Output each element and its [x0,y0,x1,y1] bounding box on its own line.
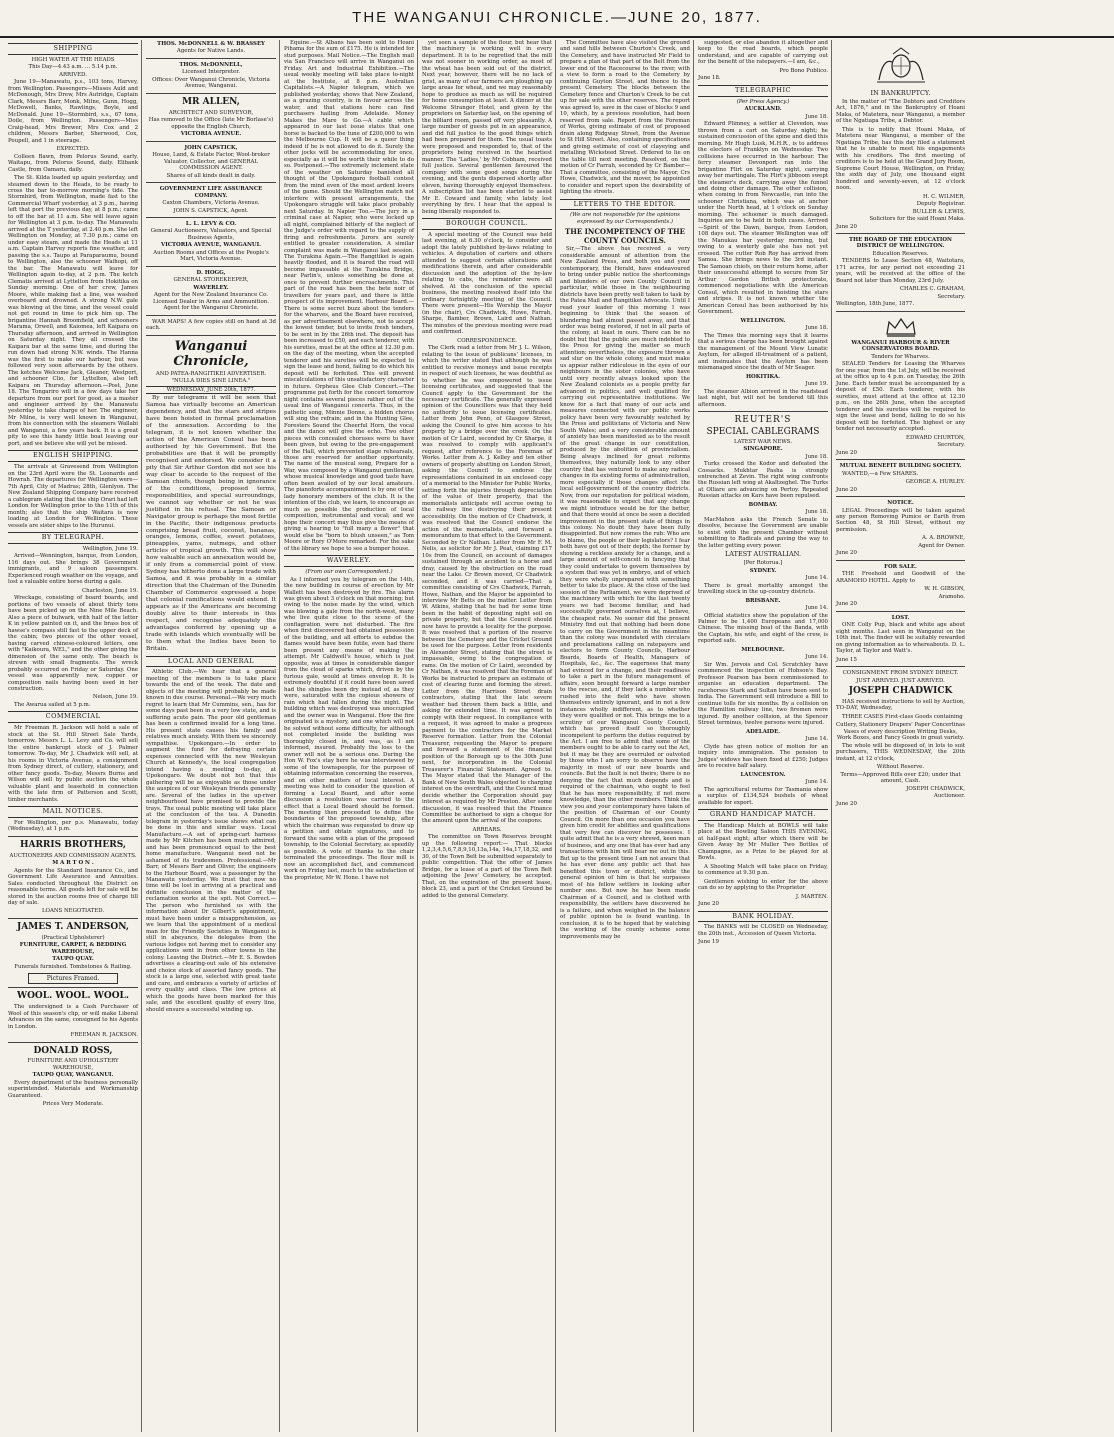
dateline-date: June 18. [805,453,828,460]
borough-council-text: A special meeting of the Council was held last evening, at 6.30 o'clock, to consider and adopt the lately published by-laws relating to vehicles. A deputation of carters and others attended to suggest certain alterations and modifications therein, and after considerable discussion and the adoption of the by-law relating to cabs, the remainder were all shelved. At the conclusion of the special business, the meeting resolved itself into the ordinary fortnightly meeting of the Council. There were present—His Worship the Mayor (in the chair), Crs Chadwick, Howe, Farrah, Sharpe, Bamber, Brown, Laird and Nathan. The minutes of the previous meeting were read and confirmed. [422,231,553,336]
expected-heading: EXPECTED. [56,146,90,153]
paper-subtitle: AND PATEA-RANGITIKEI ADVERTISER. [155,370,267,377]
ad-date: June 20 [836,486,857,493]
borough-council-heading: BOROUGH COUNCIL. [422,218,552,230]
ad-signature: CHARLES C. GRAHAM, [899,286,965,293]
ad-subtitle: (Practical Upholsterer) [41,934,105,941]
bank-holiday-text: The BANKS will be CLOSED on Wednesday, the 20th inst., Accession of Queen Victoria. [698,924,828,937]
tides-heading: HIGH WATER AT THE HEADS [31,56,115,63]
column-5 [557,40,694,1432]
ad-body: TENDERS to Lease Section 48, Waitotara, 171 acres, for any period not exceeding 21 years, will be received at the office of the Board not later than Monday, 23rd July. [836,258,965,284]
telegraphic-text: The Times this morning says that it learns that a serious charge has been brought against the management of the Mount View Lunatic Asylum, for alleged ill-treatment of a patient, and insinuates that the Asylum has been mismanaged since the death of Mr Seager. [698,332,828,372]
ad-subtitle: Education Reserves. [872,250,929,257]
shooting-text: Gentlemen wishing to enter for the above can do so by applying to the Proprietor [698,878,828,892]
ad-role: Aramoho. [938,593,965,600]
latest-australian-heading: LATEST AUSTRALIAN. [724,550,802,559]
ad-date: Wellington, 18th June, 1877. [836,301,915,308]
ad-tag: Shares of all kinds dealt in daily. [166,172,256,179]
telegraph-text: Wreckage, consisting of board boards, and portions of two vessels of about thirty tons have been picked up on the Nine Mile Beach. Also a piece of bulwark, with half of the letter K in yellow painted on it, and the brass box of hawse's compass still fast to the upper deck of the cabin; two pieces of the other vessel, having carved chinese-coloured letters, one with "Kaikoura, WEL," and the other giving the dimension of the same only. The beach is strewn with small fragments. The wreck probably occurred on Friday or Saturday. One vessel was apparently new, copper or composition nails having been used in her construction. [8,595,138,692]
ad-date: June 19 [698,939,719,946]
war-maps-ad: WAR MAPS! A few copies still on hand at 3d each. [146,318,276,332]
dateline-date: June 14. [805,736,828,743]
english-shipping-text: The arrivals at Gravesend from Wellington on the 23rd April were the St. Leonards and Howrah. The departures for Wellington were—7th April, City of Madras; 28th, Glenlyon. The New Zealand Shipping Company have received a cablegram stating that the ship Orari had left London for Wellington prior to the 11th of this month; also that the ship Waitara is now loading at London for Wellington. These vessels are sister ships to the Hurunui. [8,464,138,529]
waverley-text: yet seen a sample of the flour, but hear that the machinery is working well in every department. It is to be regretted that the mill was not sooner in working order, as most of the wheat has been sold out of the district. Next year, however, there will be no lack of grist, as many of our farmers are ploughing up large areas for wheat, and we may reasonably hope to produce as much as will be required for home consumption at least. A dinner at the Welcome Stranger Hotel, and given by the proprietors on Saturday last, on the opening of the billiard room, passed off very pleasantly. A large number of guests put in an appearance, and did full justice to the good things which had been prepared for them. The usual toasts were proposed and responded to, that of the proprietors being received in the heartiest manner. The 'Ladies,' by Mr Cobham, received full justice. Several gentlemen favoured the company with some good songs during the evening, and the gents dispersed shortly after eleven, having thoroughly enjoyed themselves. A subscription list has been started to assist Mr E. Coward and family, who lately lost everything by fire. I hear that the appeal is being liberally responded to. [422,40,552,215]
letter-date: June 18. [698,75,721,82]
ad-body: Has removed to the Office (late Mr Borlase's) opposite the English Church, [148,117,274,130]
shooting-text: A Shooting Match will take place on Friday, to commence at 9.30 p.m. [698,863,828,877]
ad-body: THE Freehold and Goodwill of the ARAMOHO HOTEL. Apply to [836,571,965,584]
cable-text: MacMahon asks the French Senate to dissolve, because the Government are unable to exist with the present Chamber without submitting to Radicals and paving the way to the latter getting every power. [698,516,828,549]
ad-tag: Without Reserve. [876,764,925,771]
cable-text: Official statistics show the population of the Palmer to be 1,400 Europeans and 17,000 Chinese. The missing boat of the Banda, with the Captain, his wife, and eight of the crew, is reported safe. [698,612,828,645]
ad-title: GOVERNMENT LIFE ASSURANCE COMPANY. [159,186,263,199]
letter-title: THE INCOMPETENCY OF THE COUNTY COUNCILS. [565,227,685,245]
arrears-text: The committee on Town Reserves brought up the following report:— That blocks 1,2,3,4,5,6,7,8,9,10,13a,14a, 14a,17,18,32, and 30, of the Town Belt be submitted separately to public competition. That the offer of James Bridge, for a lease of a part of the Town Belt adjoining the Jews' Cemetery, be accepted. That, on the expiration of the present lease, block 23, and a part of the Cricket Ground be added to the general Cemetery. [422,834,552,899]
dateline-place: HOKITIKA. [745,373,781,380]
ad-subtitle: Tenders for Wharves. [871,353,930,360]
commercial-heading: COMMERCIAL [8,711,138,723]
ad-title: MUTUAL BENEFIT BUILDING SOCIETY. [839,463,962,470]
ad-signature: J. MARTEN. [795,893,828,900]
ad-title: JAMES T. ANDERSON, [17,921,129,932]
cable-text: There is great mortality amongst the travelling stock in the up-country districts. [698,582,828,596]
dateline-place: SYDNEY. [749,567,777,574]
mail-text: For Wellington, per p.s. Manawatu, today (Wednesday), at 1 p.m. [8,819,138,833]
dateline-date: June 18. [805,113,828,120]
ad-body: House, Land, & Estate Factor, Wool-broker Valuator, Collector, and GENERAL COMMISSION AGENT. [152,152,270,172]
ad-signature: EDWARD CHURTON, [906,434,965,441]
dateline-place: LAUNCESTON. [740,771,786,778]
dateline-place: AUCKLAND. [744,106,782,113]
ad-title: THOS. McDONNELL & W. BRASSEY [157,41,265,47]
dateline-place: MELBOURNE. [741,646,785,653]
grand-handicap-text: The Handicap Match at BOWLS will take place at the Bowling Saloon THIS EVENING, at half-past eight; after which there will be Given Away by Mr Muller Two Bottles of Champagne, as a Prize to be played for at Bowls. [698,822,828,862]
local-general-text: Athletic Club.—We hear that a general meeting of the members is to take place towards the end of the week. The date and objects of the meeting will probably be made known in due course. Personal.—We very much regret to learn that Mr Cummins, sen., has for some days past been in a very low state, and is suffering acute pain. The poor old gentleman has been a confirmed invalid for a long time. His present state causes his family and relatives much anxiety. With them we sincerely sympathise. Upokongaro.—In order to augment the fund for defraying certain expenses connected with the new Wesleyan Church at Kennedy's, the local congregation intend having a meeting to-day, at Upokongaro. We doubt not but that this gathering will be as enjoyable as those under the auspices of our Wesleyan friends generally are. Several of the ladies in the up-river neighbourhood have promised to provide the trays. The usual public meeting will take place at the conclusion of the tea. A Dunedin telegram in yesterday's issue shows what can be done in this and similar ways. Local Manufacture.—A set of spring-cart harness made by Mr Kitchen has been much admired, and has been pronounced equal to the best home manufacture. Wanganui need not be ashamed of its tradesmen. Professional.—Mr Barr, of Messrs Barr and Oliver, the engineers to the Harbour Board, was a passenger by the Manawatu yesterday. We trust that now no time will be lost in arriving at a practical and definite conclusion in the matter of the reclamation works at the spit. Not Correct.—The person who furnished us with the information about Dr Gilbert's appointment, must have been under a misapprehension, as we learn that the appointment of a medical man for the Friendly Societies in Wanganui is still in abeyance, the delegates from the various lodges not having met to consider any applications sent in from other towns in the colony. Leaving the District.—Mr E. S. Bowden advertises a clearing-out sale of his extensive and choice stock of assorted fancy goods. The stock is a large one, selected with great taste and care, and embraces a variety of articles of every quality and class. The low prices at which the goods have been marked for this sale, and the excellent quality of every line, should ensure a successful winding up. [146,669,276,1013]
telegraphic-sub: (Per Press Agency.) [736,98,790,105]
local-general-heading: LOCAL AND GENERAL [146,656,276,668]
ad-subtitle: AUCTIONEERS AND COMMISSION AGENTS. [9,852,137,859]
waverley-text: As I informed you by telegram on the 14th, the new building in course of erection by Mr Wallett has been destroyed by fire. The alarm was given about 3 o'clock on that morning; but owing to the noise made by the wind, which was blowing a gale from the north-west, many who live quite close to the scene of the conflagration were not disturbed. The fire when first discovered had obtained possession of the building, and all efforts to subdue the flames would have been futile, even had there been present any means of making the attempt. Mr Caldwell's house, which is just opposite, was at times in considerable danger from the cloud of sparks which, driven by the furious gale, would at times envelop it. It is extremely doubtful if it could have been saved had the shingles been dry instead of, as they were, saturated with the copious showers of rain which had fallen during the night. The building which was destroyed was unoccupied and the owner was in Wanganui. How the fire originated is a mystery, and one which will not be solved without some difficulty, for although not completed inside the building was thoroughly closed in, and was, as I am informed, insured. Probably the loss to the owner will not be a serious one. During the Hon W. Fox's stay here he was interviewed by some of the townspeople, for the purpose of obtaining information concerning the reserves, and on other matters of local interest. A meeting was held to consider the question of forming a Local Board, and after some discussion a resolution was carried to the effect that a Local Board should be formed. The meeting then proceeded to define the boundaries of the proposed township, after which the chairman was requested to draw up a petition and obtain signatures, and to forward the same with a plan of the proposed township, to the Colonial Secretary, as speedily as possible. A vote of thanks to the chair terminated the proceedings. The flour mill is now an accomplished fact, and commenced work on Friday last, much to the satisfaction of the proprietor, Mr W. Hone. I have not [284,576,414,881]
ad-body: Terms—Approved Bills over £20; under that amount, Cash. [840,771,961,785]
ad-date: June 20 [836,601,857,608]
ad-body: THREE CASES First-class Goods containing [842,713,963,720]
ad-title: WANGANUI HARBOUR & RIVER CONSERVATORS BOARD. [851,339,950,353]
letter-text: suggested, or else abandon it altogether and keep to the road boards, which people understand, and are capable of carrying out for the benefit of the ratepayers.—I am, &c., [698,40,828,66]
letter-signature: Pro Bono Publico. [779,67,828,74]
telegraph-date: Wellington, June 19. [82,545,138,552]
letters-heading: LETTERS TO THE EDITOR. [560,199,690,211]
mail-heading: MAIL NOTICES. [8,806,138,818]
dateline-date: June 14. [805,779,828,786]
leader-text: By our telegrams it will be seen that Samoa has virtually become an American dependency, and that the stars and stripes have been hoisted in formal proclamation of the annexation. According to the telegram, it is not known whether the action of the American Consul has been authorised by his Government. But the probabilities are that it will be promptly recognised and endorsed. We consider it a pity that Sir Arthur Gordon did not see his way clear to accede to the request of the Samoan chiefs, though being in ignorance of the conditions, proposed terms, responsibilities, and special surroundings, we cannot say whether or not he was justified in his refusal. The Samoan or Navigator group is perhaps the most fertile in the Pacific, their indigenous products comprising bread fruit, coconut, bananas, oranges, lemons, coffee, sweet potatoes, pineapples, yams, nutmegs, and other articles of tropical growth. This will show how valuable such an annexation would be, if only from a commercial point of view. Sydney has hitherto done a large trade with Samoa, and it was probably in a similar direction that the Chairman of the Dunedin Chamber of Commerce expressed a hope that colonial ramifications would extend. It appears as if the Americans are becoming doubly alive to their interests in this respect, and recognise adequately the advantages conferred by opening up a trade with islands which eventually will be to them what the Indies have been to Britain. [146,395,276,652]
ad-body: Agents for the Standard Insurance Co., and Government Life Assurance and Annuities. Sales conducted throughout the District on reasonable terms. All goods left for sale will be stored in the auction rooms free of charge till day of sale. [8,867,138,906]
ad-place: TAUPO QUAY, WANGANUI. [32,1072,114,1079]
ad-title: JOHN CAPSTICK, [184,144,238,151]
telegraph-date: Nelson, June 19. [92,694,138,701]
tides: This Day—4.43 a.m. ... 5.14 p.m. [28,64,118,71]
arrived-heading: ARRIVED. [59,71,87,78]
dateline-date: June 19. [805,381,828,388]
telegraphic-text: Edward Plimney, a settler at Clevedon, was thrown from a cart on Saturday night; he sustained concussion of the spine and died this morning. Mr Hugh Lusk, M.H.R., is to address the electors of Franklyn on Wednesday. Two collisions have occurred in the harbour. The ferry steamer Devonport ran into the brigantine Flirt on Saturday night, carrying away her martingale. The Flirt's jibboom swept the steamer's deck, carrying away the funnel and doing other damage. The other collision, when coming in from Newcastle, ran into the schooner Christiana, which was at anchor under the North head, at 1 o'clock on Sunday morning. The schooner is much damaged. Inquiries are to be held in both cases. Arrived—Spirit of the Dawn, barque, from London, 108 days out. The steamer Wellington was off the Manukau bar yesterday morning, but owing to a westerly gale she has not yet crossed. The cutter Rob Roy has arrived from Samoa. She brings news to the 3rd instant. The Samoan chiefs, on their return home, after their unsuccessful attempt to secure from Sir Arthur Gordon British protectorate, commenced negotiations with the American Consul, which resulted in hoisting the stars and stripes. It is not known whether the American Consul has been authorised by his Government. [698,121,828,316]
ad-body: LEGAL Proceedings will be taken against any person Removing Pumice or Earth from Section 48, St Hill Street, without my permission. [836,507,965,533]
ad-role: Agent for Owner. [918,542,965,549]
bank-holiday-heading: BANK HOLIDAY. [698,911,828,923]
telegraph-text: Arrived—Wennington, barque, from London, 116 days out. She brings 38 Government immigrants, and 9 saloon passengers. Experienced rough weather on the voyage, and lost a valuable entire horse during a gale. [8,553,138,586]
ad-signature: GEORGE A. HURLEY. [905,479,965,486]
ad-signature: H. C. WILMER, [923,193,965,200]
paper-date: WEDNESDAY, JUNE 20th, 1877. [146,386,276,394]
dateline-place: BOMBAY. [748,501,778,508]
ad-body: FURNITURE, CARPET, & BEDDING WAREHOUSE, [19,942,127,955]
correspondence-heading: CORRESPONDENCE. [457,337,517,344]
dateline-place: ADELAIDE. [745,728,781,735]
waverley-heading: WAVERLEY. [284,555,414,567]
ad-body: Offices: Over Wanganui Chronicle, Victoria Avenue, Wanganui. [152,76,270,90]
ad-date: June 20 [698,901,719,908]
ad-tag: Auction Rooms and Offices at the People's Mart, Victoria Avenue. [153,249,269,263]
commercial-text: Mr Freeman R. Jackson will hold a sale of stock at the St. Hill Street Sale Yards, tomorrow. Messrs L. L. Levy and Co. will sell the entire bankrupt stock of J. Palmer tomorrow. To-day, Mr J. Chadwick will sell, at his rooms in Victoria Avenue, a consignment from Sydney direct, of cutlery, stationery, and other fancy goods. To-day, Messrs Burns and Wilson will sell by public auction the whole valuable plant and leasehold in connection with the late firm of Patterson and Scott, timber merchants. [8,725,138,803]
telegraph-date: Charleston, June 19. [82,587,138,594]
ad-subtitle: FURNITURE AND UPHOLSTERY WAREHOUSE, [27,1058,119,1071]
letter-text: Sir,—The above has received a very considerable amount of attention from the New Zealand Press, and both you and your contemporary, the Herald, have endeavoured to bring under public notice the shortcomings and blunders of our own County Council in particular, while those in the neighbouring districts have been pretty well taken to task by the Patea Mail and Rangitikei Advocate. Until I read your leader of this morning I was beginning to think that the season of blundering had almost passed away, and that order was being restored, if not in all parts of the colony, at least in ours. There can be no doubt but that the public are much indebted to the Press for giving the matter so much attention; nevertheless, the exposure thrown a sad slur on the whole colony, and must make us appear rather ridiculous in the eyes of our neighbours in the sister colonies, who have until very recently always looked upon the New Zealand colonists as a people pretty far advanced in politics, and well qualified for carrying out representative institutions. We know for a fact that many of our acts and measures connected with our public works policy have been very favourably watched by the Press and politicians of Victoria and New South Wales; and a very considerable amount of anxiety has been manifested as to the result of the great change in our constitution, produced by the abolition of provincialism. Being always inclined for great reforms themselves, they naturally look to any other country that has ventured to make any radical changes in its existing forms of administration, more especially if those changes affect the local self-government of the country districts. Now, from our reputation for political wisdom, it was reasonable to expect that any change we might introduce would be for the better, and that there would at once be seen a decided improvement in the present state of things in this colony. No doubt they have been fully disappointed. But now comes the rub: Who are to blame, the people or their legislators? I fear both have got out of their depth; the former by showing a reckless anxiety for a change, and a large amount of self-conceit in fancying that they could undertake to govern themselves by a system that was yet in embryo, and of which they were wholly unprepared with something better to take its place. At the close of the last session of the Parliament, we were deprived of the machinery with which for the last twenty years we had become familiar, and had successfully governed ourselves at, I believe, the cheapest rate. No sooner did the present Ministry find out that nothing had been done to carry on the Government in the meantime than the colony was inundated with circulars and proclamations calling on ratepayers and electors to form County Councils, Harbour Boards, Boards of Health, Managers of Hospitals, &c., &c. The eagerness that many had evinced for a change, and their readiness to take a part in the future management of affairs, soon brought forward a large number to the rescue, and, if they lack a number who rushed into the field who have shown themselves entirely ignorant, and in not a few instances wholly indifferent, as to whether they were qualified or not. This brings me to a scrutiny of our Wanganui County Council, which has proved itself so thoroughly incompetent to perform the duties required by the Act. I am free to admit that some of the members ought to be able to carry out the Act, but it may be they are overruled or outvoted by those who I am sorry to observe have the majority in most of our new boards and councils. But the fault is not theirs; there is no denying the fact that much depends and is required of the chairman, who ought to feel that he has more responsibility, if not more knowledge, than the other members. Think the view you and your contemporary have taken of the position of Chairman of our County Council. On more than one occasion you have given him credit for abilities and qualifications that very few can discover he possesses. I quite admit that he is a very shrewd, keen man of business, and any one that has ever had any transactions with him will bear me out in this. But up to the present time I am not aware that he has ever done any public act that has benefited this town or district, while the general opinion of him is that he surpasses most of his fellow settlers in looking after number one. But now he has been made Chairman of a Council, and is clothed with responsibility, the settlers have discovered he is a failure, and when weighed in the balance of public opinion he is found wanting. In conclusion, it is to be hoped that by watching the working of the county scheme some improvements may be [560,246,690,940]
ad-body: SEALED Tenders for Leasing the Wharves for one year, from the 1st July, will be received at the office up to 4 p.m. on Tuesday, the 26th June. Each tender must be accompanied by a deposit of £50. Each tenderer, with his sureties, must attend at the office at 12.30 p.m., on the 26th June, when the accepted tenderer and his sureties will be required to sign the lease and bond, failing to do so his deposit will be forfeited. The highest or any tender not necessarily accepted. [836,361,965,433]
expected-text: Colleen Bawn, from Pelorus Sound, early. Waitapu, from Pelorus Sound, daily. Elibank Castle, from Oamaru, daily. [8,153,138,173]
ad-place: WAVERLEY. [193,284,229,291]
ad-title: NOTICE. [887,500,914,507]
ad-signature: A. A. BROWNE, [922,535,965,542]
ad-body: WANTED,—a Few SHARES. [842,470,919,477]
ad-title: THOS. McDONNELL, [179,61,243,68]
waverley-byline: (From our own Correspondent.) [305,569,393,576]
pictures-framed-box: Pictures Framed. [28,973,118,984]
ad-date: June 20 [836,223,857,230]
telegraphic-heading: TELEGRAPHIC [698,85,828,97]
ad-signature: W. H. GIBSON, [924,586,965,593]
borough-council-text: The Committee have also visited the ground and sand hills between Churton's Creek, and the Cemetery, and have instructed Mr Field to prepare a plan of that part of the Belt from the lower end of the Racecourse to the river, with a view to form a road to the Cemetery by continuing Guyton Street, and thence to the present Cemetery. The blocks between the Cemetery fence and Churton's Creek to be cut up for sale with the other reserves. The report was agreed to, save in the case of blocks 9 and 10, which, by a previous resolution, had been reserved from sale. Report from the Foreman of Works, giving estimate of cost of proposed drain along Ridgway Street, from the Avenue to St Hill Street. Also, containing specifications and giving estimate of cost of clayeying and metalling Wicksteed Street. Ordered to lie on the table till next meeting. Resolved, on the motion of Cr Farrah, seconded by Cr Bamber—That a committee, consisting of the Mayor, Crs Howe, Chadwick, and the mover, be appointed to consider and report upon the desirability of lighting the streets. [560,40,690,196]
paper-motto: "NULLA DIES SINE LINEA." [171,378,251,385]
ad-date: June 20 [836,550,857,557]
ad-place: M A R T O N . [52,860,94,867]
latest-war-heading: LATEST WAR NEWS. [733,438,793,445]
coat-of-arms-icon [871,44,931,88]
column-7 [833,40,968,1432]
dateline-date: June 14. [805,605,828,612]
ad-date: June 20 [836,449,857,456]
shipping-heading: SHIPPING [8,43,138,55]
ad-title: HARRIS BROTHERS, [19,839,127,850]
ad-body: Caxton Chambers, Victoria Avenue. [162,200,260,207]
ad-tag: Funerals furnished. Tombstones & Railing. [14,963,132,970]
column-4 [419,40,556,1432]
ad-body: Agent for the New Zealand Insurance Co. Licensed Dealer in Arms and Ammunition. Agent for the Wanganui Chronicle. [153,292,269,312]
ad-role: Deputy Registrar. [916,201,965,208]
ad-title: WOOL. WOOL. WOOL. [16,991,129,1002]
telegraph-heading: BY TELEGRAPH. [8,532,138,544]
dateline-place: BRISBANE. [745,597,781,604]
ad-body: HAS received instructions to sell by Auction, TO-DAY, Wednesday, [836,698,965,712]
ad-title: JOSEPH CHADWICK [848,686,953,697]
local-general-text: Equine.—St Albans has been sold to Hoani Pihama for the sum of £175. He is intended for stud purposes. Mail Notice.—The English mail via San Francisco will arrive in Wanganui on Friday. Art and Industrial Exhibition.—The usual weekly meeting will take place to-night at the Institute, at 8 p.m. Australian Capitalists.—A Napier telegram, which we published yesterday, shows that New Zealand, as a grazing country, is in favour across the water, and that stations here can find purchasers hailing from Adelaide. Money Makes the Mare to Go.—A cable which appeared in our last issue states that one horse is backed to the tune of £200,000 to win the Melbourne Cup. It will be a queer thing indeed if he is not allowed to do it. Surely the other jocks will be accommodating for once, especially as it will be worth their while to do so. Postponed.—The extremely inclement state of the weather on Saturday banished all thought of the Upokongaro football contest from the mind even of the most ardent lovers of the game. Should the Wellington match not interfere with present arrangements, the Upokongaro struggle will take place probably next Saturday. In Napier Too.—The jury in a criminal case at Napier, who were locked up all night, complained bitterly of the neglect of the Judge's order with regard to the supply of firing and refreshments. Jurors are surely entitled to greater consideration. A similar complaint was made in Wanganui last session. The Turakina Again.—The Rangitikei is again heavily flooded, and it is feared the road will become impassable at the Turakina Bridge, near Parlin's, unless something be done at once to prevent further encroachments. This part of the road has been the bete noir of travellers for years past, and there is little prospect of its improvement. Harbour Board.—There is some secret buzz about the tenders for the wharves, and the Board have received, as per advertisement elsewhere, not to accept the lowest tender, but to invite fresh tenders, to be sent in by the 26th inst. The deposit has been increased to £50, and each tenderer, with his sureties, must be at the office at 12.30 p.m. on the day of the meeting, when the accepted tenderer and his sureties will be expected to sign the lease and bond, failing to do which his deposit will be forfeited. This will prevent miscalculations of this unsatisfactory character in future. Orpheus Glee Club Concert.—The programme put forth for the concert tomorrow night contains several pieces rather out of the usual line of Wanganui concerts. Thus, in the pathetic song, Minnie Donne, a hidden chorus will sing the refrain; and in the Hunting Glee, Foresters Sound the Cheerful Horn, the vocal and the dance will give the echo. Two other pieces with concealed choruses were to have been given, but owing to the pre-engagement of the Hall, which prevented stage rehearsals, those are reserved for another opportunity. The name of the musical song, Prepare for a War, was composed by a Wanganui gentleman, whose musical knowledge and good taste have often been availed of by our local amateurs. The pianoforte accompaniment is by one of the lady honorary members of the club. It is the intention of the club, we learn, to encourage as much as possible the production of local composition, instrumental and vocal; and we hope their concert may thus give the means of giving a hearing to "full many a flower" that would else be "born to blush unseen," as Tom Moore or Rory O'More remarked. For the sake of the library we hope to see a bumper house. [284,40,414,552]
per-rotorua: [Per Rotorua.] [743,560,783,567]
ad-list: Cutlery, Stationery Drapers' Paper Concertinas Vases of every description Writing Desks, Work Boxes, and Fancy Goods in great variety. [836,722,966,742]
ad-body: The undersigned is a Cash Purchaser of Wool of this season's clip, or will make Liberal Advances on the same, consigned to his Agents in London. [8,1004,138,1030]
ad-subtitle: ARCHITECT AND SURVEYOR, [168,109,254,116]
column-1 [5,40,142,1432]
grand-handicap-heading: GRAND HANDICAP MATCH. [698,809,828,821]
ad-role: Secretary. [937,442,965,449]
ad-date: June 15 [836,656,857,663]
ad-role: Secretary. [937,293,965,300]
bankruptcy-text: In the matter of "The Debtors and Creditors Act, 1876," and in the Bankruptcy of Hoani Maka, of Matetera, near Wanganui, a member of the Ngatiapa Tribe, a Debtor. [836,98,965,125]
ad-signature: BULLER & LEWIS, [912,208,965,215]
ad-body: ONE Colly Pup, black and white age about eight months. Last seen in Wanganui on the 10th inst. The finder will be suitably rewarded on giving information as to whereabouts. D. L. Taylor, at Taylor and Watt's. [836,622,965,655]
ad-subtitle: GENERAL STOREKEEPER, [173,277,249,284]
dateline-date: June 18. [805,325,828,332]
bankruptcy-heading: IN BANKRUPTCY. [870,89,931,97]
ad-place: TAUPO QUAY. [52,956,94,963]
dateline-date: June 14. [805,575,828,582]
ad-title: D. HOGG, [196,269,226,276]
bankruptcy-text: This is to notify that Hoani Maka, of Matetera near Wanganui, a member of the Ngatiapa Tribe, has this day filed a statement that he is unable to meet his engagements with his creditors. The first meeting of creditors is to be held at the Grand Jury Room, Supreme Court House, Wellington, on Friday, the sixth day of July, one thousand eight hundred and seventy-seven, at 12 o'clock noon. [836,126,965,192]
ad-tag: LOANS NEGOTIATED. [41,908,105,915]
ad-role: Solicitors for the said Hoani Maka. [869,216,965,223]
ad-title: MR ALLEN, [182,96,240,107]
ad-body: Every department of the business personally superintended. Materials and Workmanship Guaranteed. [8,1079,138,1099]
ad-title: DONALD ROSS, [33,1045,113,1056]
letters-disclaimer: (We are not responsible for the opinions expressed by our Correspondents.) [570,212,680,225]
english-shipping-heading: ENGLISH SHIPPING. [8,450,138,462]
crown-icon [883,316,919,338]
dateline-date: June 18. [805,509,828,516]
cable-text: Sir Wm. Jervois and Col. Scratchley have commenced the inspection of Hobson's Bay. Professor Pearson has been commissioned to organise an education department. The racehorses Stark and Sultan have been sent to India. The Government will introduce a Bill to continue tolls for six months. By a collision on the Hamilton railway line, two firemen were injured. By another collision, at the Spencer Street terminus, twelve persons were injured. [698,661,828,727]
masthead: THE WANGANUI CHRONICLE.—JUNE 20, 1877. [0,0,1114,38]
dateline-place: SINGAPORE. [743,446,783,453]
column-3 [281,40,418,1432]
ad-body: The whole will be disposed of, in lots to suit purchasers, THIS WEDNESDAY, the 20th instant, at 12 o'clock, [836,742,965,762]
ad-place: VICTORIA AVENUE. [180,131,242,138]
ad-date: June 20 [836,800,857,807]
ad-title: CONSIGNMENT FROM SYDNEY DIRECT. [842,670,959,677]
ad-signature: FREEMAN R. JACKSON. [70,1032,138,1039]
dateline-place: WELLINGTON. [740,317,786,324]
ad-tag: Prices Very Moderate. [42,1101,104,1108]
reuters-heading: REUTER'S [734,414,792,425]
ad-subtitle: Licensed Interpreter. [182,69,240,76]
paper-title: Wanganui Chronicle, [173,338,249,370]
columns [5,40,1109,1432]
ad-title: LOST. [891,614,910,621]
ad-title: FOR SALE. [884,563,917,570]
cable-text: Turks crossed the Kodor and defeated the Cossacks. Mukhtar Pasha is strongly entrenched at Zevin. The right wing confronts the Russian left wing at Akaltzeghel. The Turks at Olliare are advancing on Pertoy. Repeated Russian attacks on Kars have been repulsed. [698,461,828,500]
correspondence-text: The Clerk read a letter from Mr J. L. Wilson, relating to the issue of publicans' licenses, in which the writer stated that although he was entitled to receive moneys and issue receipts in respect of such licenses, he was doubtful as to whether he was empowered to issue licensing certificates, and suggested that the Council apply to the Government for the necessary certificate. The generally expressed opinion of the Councillors was that they held no authority to issue licensing certificates. Letter from John Penn, of Glasgow Street, asking the Council to give him access to his property by a bridge over the creek. On the motion of Cr Laird, seconded by Cr Sharpe, it was resolved to comply with applicant's request, after reference to the Foreman of Works. Letter from A. J. Kelley and ten other owners of property abutting on London Street, asking the Council to endorse the representations contained in an enclosed copy of a memorial to the Minister for Public Works, setting forth the injuries through depreciation of the value of their property, that the memorialists anticipate will accrue owing to the railway line destroying their present accessibility. On the motion of Cr Chadwick, it was resolved that the Council endorse the action of the memorialists, and forward a memorandum to that effect to the Government. Seconded by Cr Nathan. Letter from Mr F. M. Nelis, as solicitor for Mr J. Peat, claiming £17 10s from the Council, on account of damages sustained through an accident to a horse and dray, caused by the obstruction on the road near the Lake. Cr Brown moved, Cr Chadwick seconded, and it was carried—That a committee consisting of Crs Chadwick, Farrah, Howe, Nathan, and the Mayor be appointed to interview Mr Betts on the matter. Letter from W. Atkins, stating that he had for some time been in the habit of depositing night soil on private property, but that the Council should now have to provide a locality for the purpose. It was resolved that a portion of the reserve between the Cemetery and the Cricket Ground be used for the purpose. Letter from residents in Alexander Street, stating that the street is impassable, owing to the congregation of rams. On the motion of Cr Laird, seconded by Cr Nathan, it was resolved that the Foreman of Works be instructed to prepare an estimate of cost of clearing furze and forming the street. Letter from the Harrison Street drain contractors, stating that the late severe weather had thrown them back a little, and asking for extended time. It was agreed to comply with their request. In compliance with a request, it was agreed to make a progress payment to the contractors for the Market Reserve formation. Letter from the Colonial Treasurer, requesting the Mayor to prepare and forward a statement of the financial position of the Borough up to the 30th June next, for incorporation in the Colonial Treasurer's Financial Statement. Agreed to. The Mayor stated that the Manager of the Bank of New South Wales objected to charging interest on the overdraft, and the Council must decide whether the Corporation should pay interest as required by Mr Preston. After some discussion, it was resolved that the Finance Committee be authorised to sign a cheque for the amount upon the arrival of the coupons. [422,345,552,825]
column-6 [695,40,832,1432]
ad-role: Auctioneer. [933,793,965,800]
column-2 [143,40,280,1432]
dateline-date: June 14. [805,654,828,661]
ad-subtitle: JUST ARRIVED. JUST ARRIVED. [856,677,945,684]
arrears-heading: ARREARS. [472,826,502,833]
ad-subtitle: Agents for Native Lands. [176,48,246,55]
cable-text: The agricultural returns for Tasmania show a surplus of £134,524 bushels of wheat available for export. [698,786,828,806]
shipping-news: The St. Kilda loaded up again yesterday, and steamed down to the Heads, to be ready to cross the bar to-morrow morning's tide. The Stormbird, from Wellington, made fast to the Commercial Wharf yesterday, at 3 p.m., having left that port the previous day, at 8 p.m.; came to off the bar at 11 a.m. She will leave again for Wellington at 3 p.m. to-day. The Manawatu arrived at the T yesterday, at 2.40 p.m. She left Wellington on Monday, at 7.30 p.m.; came on under easy steam, and made the Heads at 11 a.m. Captain Harvey reports fine weather, and passing the s.s. Taupo at Paraparaumu, bound to Wellington, also the schooner Waihopi, off the bar. The Manawatu will leave for Wellington again to-day, at 2 p.m. The ketch Clematis arrived at Lyttelton from Hokitika on Sunday morning. One of her crew, James Moore, while making fast a line, was washed overboard and drowned. A strong N.W. gale was blowing at the time, and the vessel could not get round in time to pick him up. The brigantine Hannah Broomfield, and schooners Marama, Orwell, and Kaiomea, left Kaipara on Thursday afternoon, and arrived in Wellington on Saturday night. They all crossed the Kaipara bar at the same time, and during the run down had strong N.W. winds. The Hanna was the first to make our harbour, but was followed very soon afterwards by the others. The ketches Welcome Jack, Gleaner, Westport, and schooner Clio, for Lyttelton, also left Kaipara on Thursday afternoon.—Post, June 18. The Tongariro will in a few days take her departure from our port for good, as a master and engineer arrived by the Manawatu yesterday to take charge of her. The engineer, Mr Milne, is very well known in Wanganui, from his connection with the steamers Wallabi and Wanganui, a few years back. It is a great pity to see this handy little boat leaving our port, and we believe she will yet be missed. [8,175,138,447]
cable-text: Clyde has given notice of motion for an inquiry into immigration. The pension to Judges' widows has been fixed at £250; Judges are to receive half salary. [698,743,828,770]
special-cablegrams-heading: SPECIAL CABLEGRAMS [706,426,820,437]
ad-signature: JOHN S. CAPSTICK, Agent. [173,207,249,214]
ad-title: THE BOARD OF THE EDUCATION DISTRICT OF WELLINGTON. [849,237,952,250]
arrived-text: June 19—Manawatu, p.s., 103 tons, Harvey, from Wellington. Passengers—Misses Auld and McDonough, Mrs Drew, Mrs Autridge, Captain Clark, Messrs Barr, Monk, Milne, Gunn, Hogg, McDowell, Banks, Rawlings, Boyle, and McDonald. June 19—Stormbird, s.s., 67 tons, Doile, from Wellington. Passengers—Miss Craig-head, Mrs Brewer, Mrs Cox and 2 children, Messrs Barber, Sherwood, Cox, Poupell, and 1 in steerage. [8,79,138,144]
ad-title: L. L. LEVY & CO. [185,221,237,227]
ad-body: General Auctioneers, Valuators, and Special Business Agents, [150,228,272,241]
ad-place: VICTORIA AVENUE, WANGANUI. [161,242,261,249]
telegraph-text: The Awarua sailed at 5 p.m. [14,701,91,708]
telegraphic-text: The steamer Albion arrived in the roadstead last night, but will not be tendered till this afternoon. [698,388,828,408]
ad-signature: JOSEPH CHADWICK, [906,785,965,792]
